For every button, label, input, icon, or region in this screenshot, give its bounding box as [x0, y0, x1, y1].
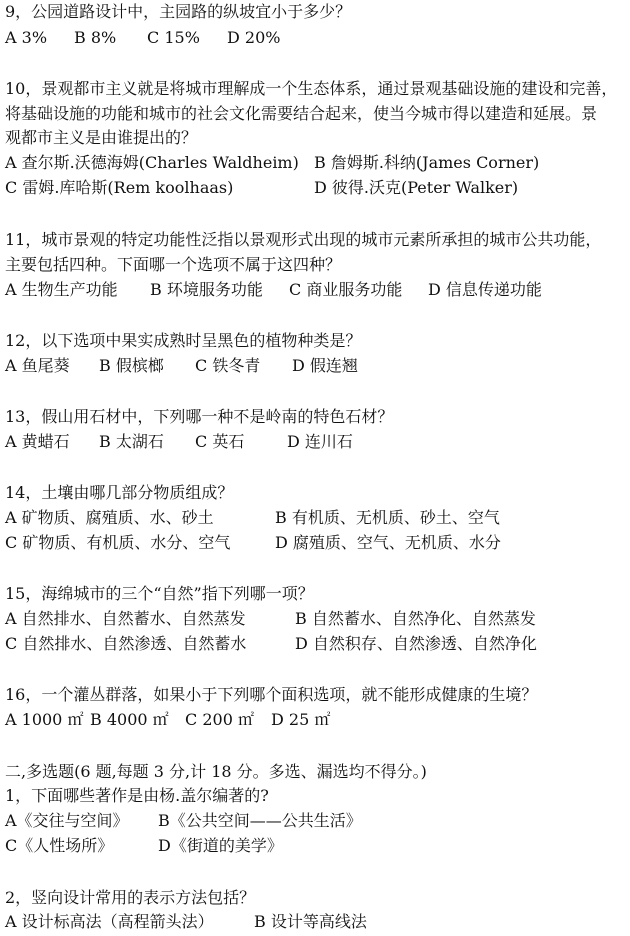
q11-option-c: C 商业服务功能	[289, 280, 403, 299]
m1-option-b: B《公共空间——公共生活》	[158, 811, 362, 830]
q9-stem: 9，公园道路设计中，主园路的纵坡宜小于多少？	[5, 2, 352, 21]
m1-option-d: D《街道的美学》	[158, 836, 283, 855]
q12-option-a: A 鱼尾葵	[5, 356, 70, 375]
q10-stem-line-3: 观都市主义是由谁提出的？	[5, 128, 198, 147]
m2-stem: 2，竖向设计常用的表示方法包括？	[5, 888, 256, 907]
q15-option-d: D 自然积存、自然渗透、自然净化	[295, 634, 537, 653]
q13-option-d: D 连川石	[287, 432, 353, 451]
q16-option-c: C 200 ㎡	[185, 710, 254, 729]
q11-option-a: A 生物生产功能	[5, 280, 118, 299]
q12-option-b: B 假槟榔	[99, 356, 164, 375]
q10-stem-line-1: 10，景观都市主义就是将城市理解成一个生态体系，通过景观基础设施的建设和完善，	[5, 79, 618, 98]
m1-stem: 1，下面哪些著作是由杨.盖尔编著的?	[5, 786, 269, 805]
q13-option-b: B 太湖石	[99, 432, 164, 451]
q9-option-c: C 15%	[147, 28, 200, 47]
section-2-heading: 二,多选题(6 题,每题 3 分,计 18 分。多选、漏选均不得分。)	[5, 762, 427, 781]
q9-option-b: B 8%	[74, 28, 117, 47]
q15-option-a: A 自然排水、自然蓄水、自然蒸发	[5, 609, 246, 628]
m2-option-b: B 设计等高线法	[254, 912, 367, 931]
q12-stem: 12，以下选项中果实成熟时呈黑色的植物种类是？	[5, 331, 362, 350]
q10-option-b: B 詹姆斯.科纳(James Corner)	[314, 153, 540, 172]
q16-option-a: A 1000 ㎡	[5, 710, 84, 729]
q15-option-c: C 自然排水、自然渗透、自然蓄水	[5, 634, 247, 653]
q9-option-a: A 3%	[5, 28, 48, 47]
m1-option-c: C《人性场所》	[5, 836, 114, 855]
q11-option-d: D 信息传递功能	[428, 280, 542, 299]
q10-option-c: C 雷姆.库哈斯(Rem koolhaas)	[5, 178, 234, 197]
q9-option-d: D 20%	[227, 28, 281, 47]
m1-option-a: A《交往与空间》	[5, 811, 129, 830]
q16-option-d: D 25 ㎡	[271, 710, 331, 729]
q11-stem-line-1: 11，城市景观的特定功能性泛指以景观形式出现的城市元素所承担的城市公共功能，	[5, 230, 602, 249]
q12-option-d: D 假连翘	[292, 356, 358, 375]
q12-option-c: C 铁冬青	[195, 356, 261, 375]
q13-stem: 13，假山用石材中，下列哪一种不是岭南的特色石材？	[5, 407, 394, 426]
q11-option-b: B 环境服务功能	[150, 280, 263, 299]
q13-option-a: A 黄蜡石	[5, 432, 70, 451]
q15-stem: 15，海绵城市的三个“自然”指下列哪一项？	[5, 584, 314, 603]
q15-option-b: B 自然蓄水、自然净化、自然蒸发	[295, 609, 536, 628]
q14-option-b: B 有机质、无机质、砂土、空气	[275, 508, 500, 527]
q13-option-c: C 英石	[195, 432, 245, 451]
q14-option-d: D 腐殖质、空气、无机质、水分	[275, 533, 501, 552]
q10-option-a: A 查尔斯.沃德海姆(Charles Waldheim)	[5, 153, 299, 172]
q16-stem: 16，一个灌丛群落，如果小于下列哪个面积选项，就不能形成健康的生境？	[5, 685, 538, 704]
q14-option-c: C 矿物质、有机质、水分、空气	[5, 533, 231, 552]
q14-stem: 14，土壤由哪几部分物质组成？	[5, 483, 234, 502]
q10-stem-line-2: 将基础设施的功能和城市的社会文化需要结合起来，使当今城市得以建造和延展。景	[5, 104, 598, 123]
m2-option-a: A 设计标高法（高程箭头法）	[5, 912, 214, 931]
q14-option-a: A 矿物质、腐殖质、水、砂土	[5, 508, 214, 527]
q16-option-b: B 4000 ㎡	[90, 710, 169, 729]
q11-stem-line-2: 主要包括四种。下面哪一个选项不属于这四种？	[5, 255, 342, 274]
q10-option-d: D 彼得.沃克(Peter Walker)	[314, 178, 519, 197]
